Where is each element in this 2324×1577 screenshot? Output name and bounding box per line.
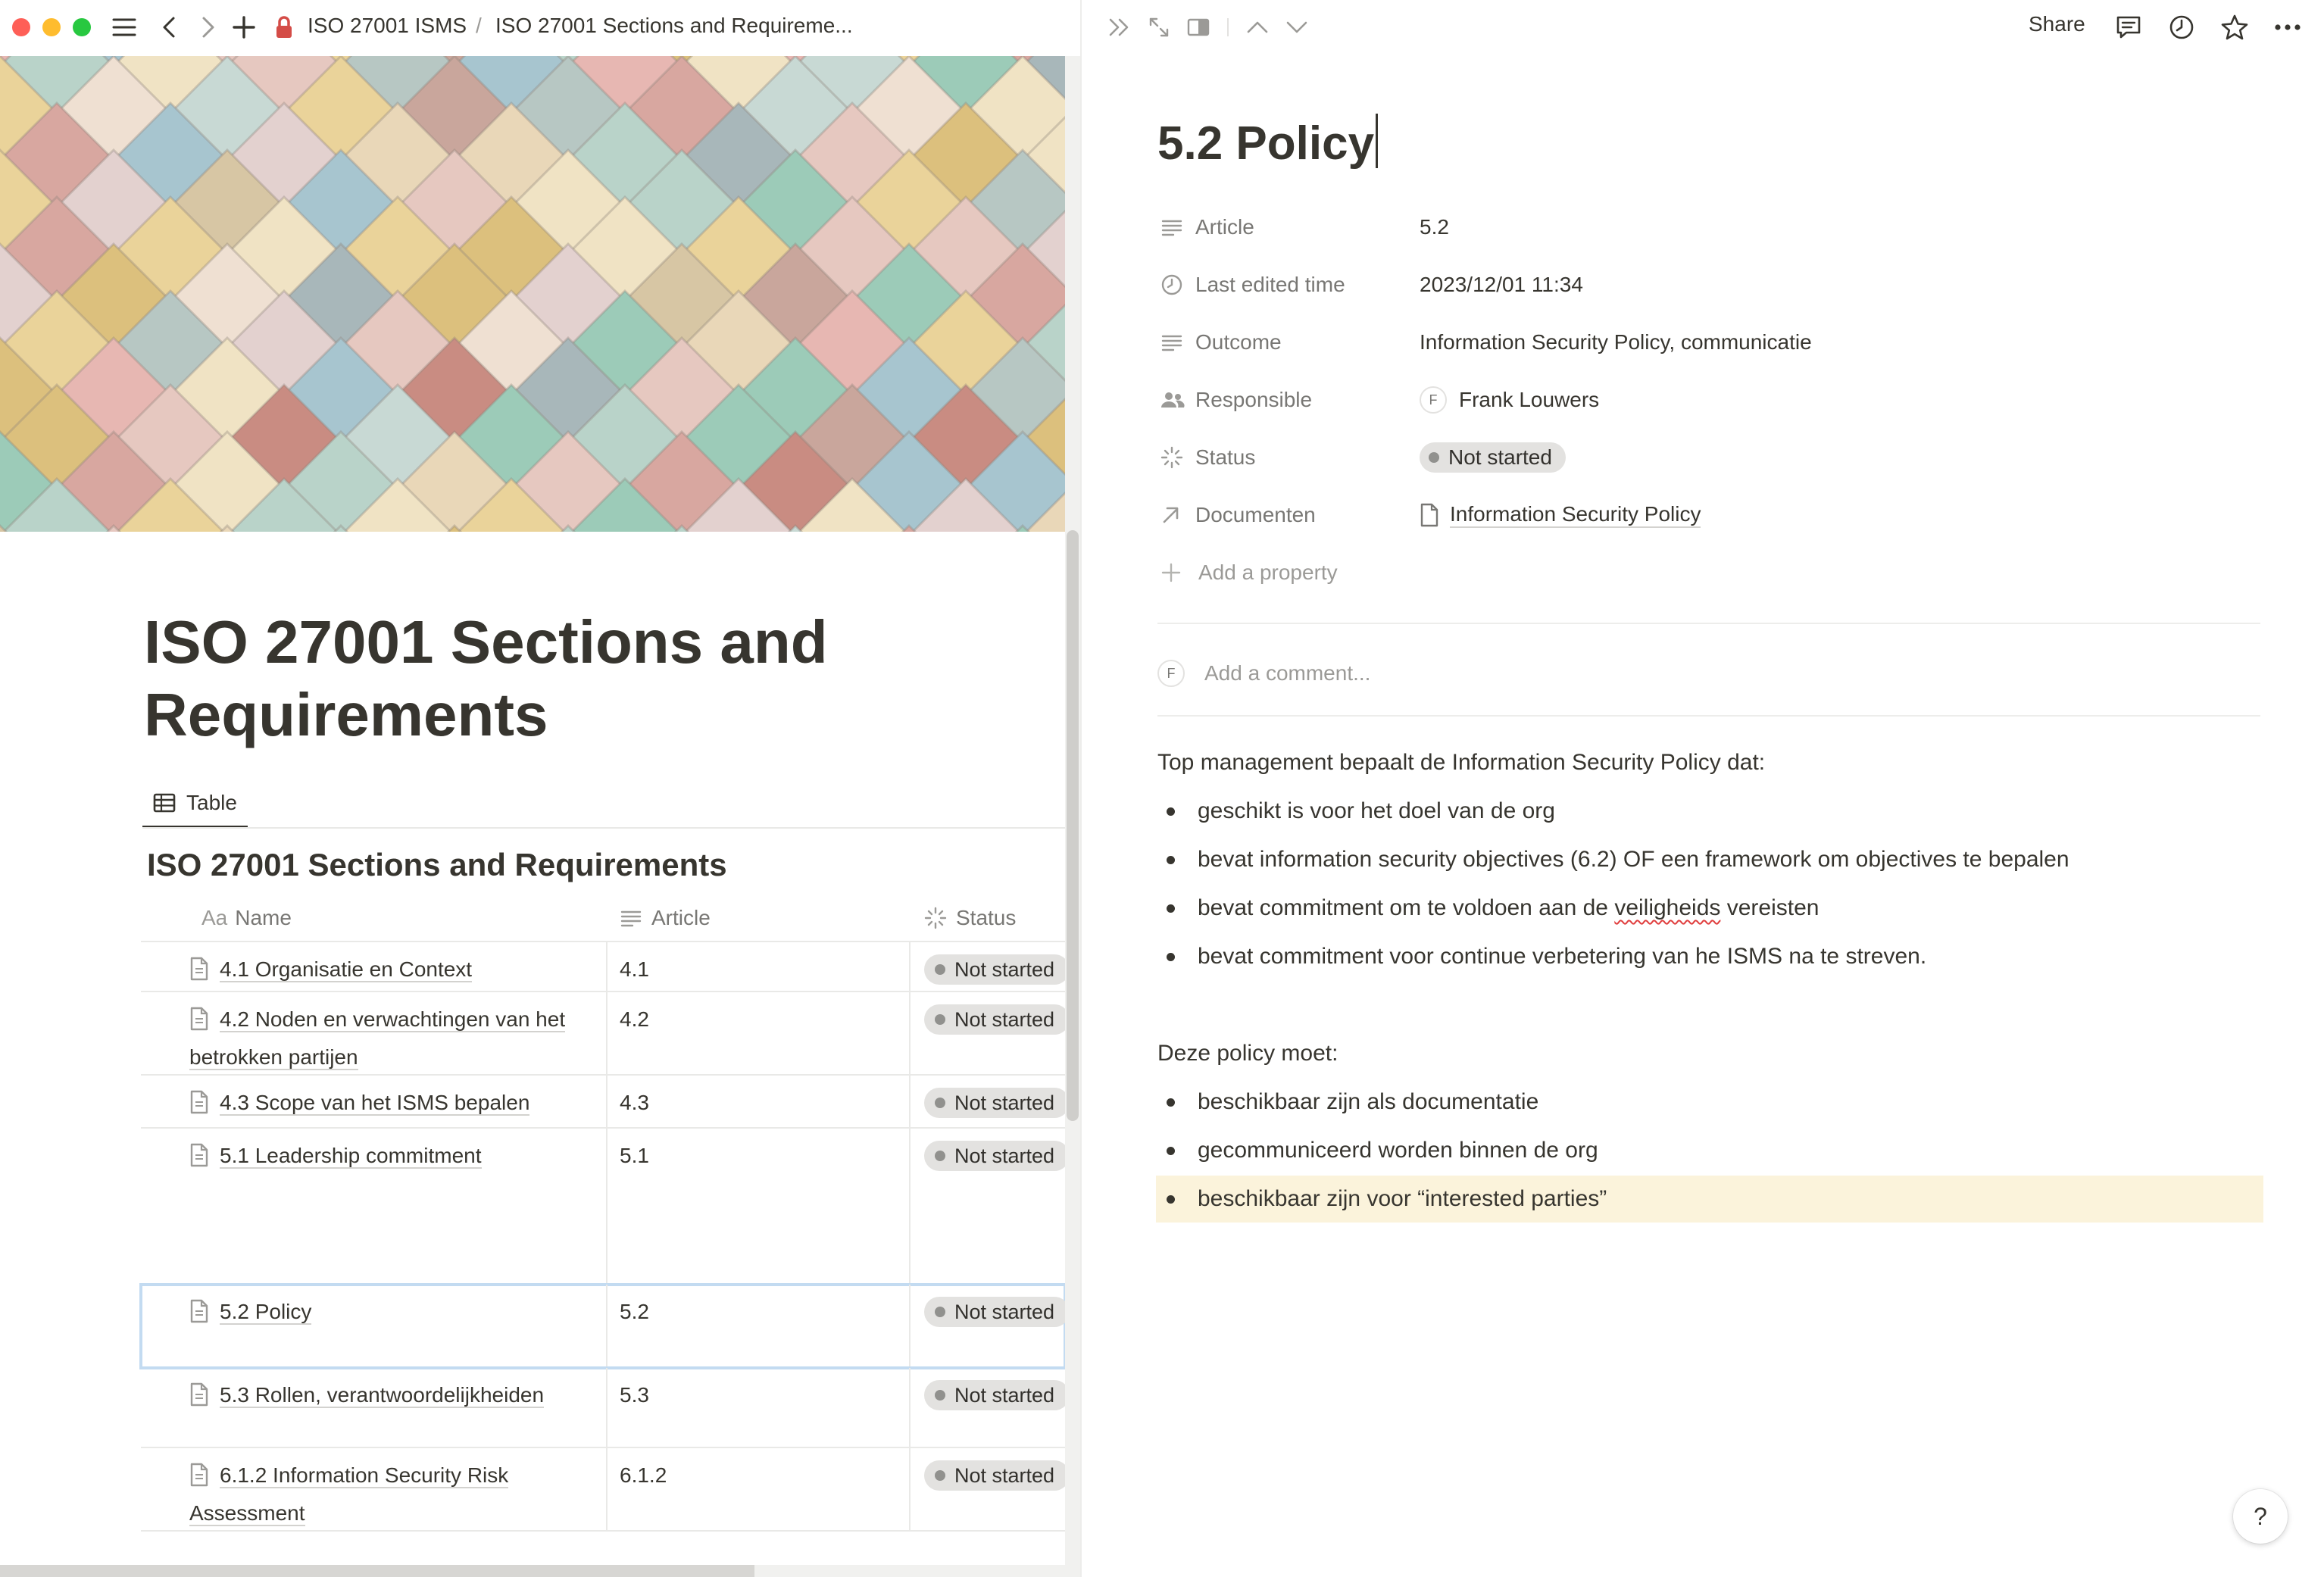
people-icon	[1160, 390, 1188, 410]
status-text: Not started	[954, 958, 1055, 981]
property-value[interactable]	[1420, 386, 1599, 414]
text-type-icon: Aa	[201, 906, 228, 929]
table-row[interactable]	[141, 1129, 1065, 1285]
breadcrumb-separator: /	[476, 14, 482, 37]
row-article-cell[interactable]: 4.2	[620, 1007, 649, 1031]
comment-input[interactable]	[1157, 653, 1370, 694]
sidebar-menu-icon[interactable]	[109, 11, 139, 44]
property-value[interactable]: 5.2	[1420, 215, 1449, 239]
table-icon	[153, 793, 176, 813]
status-loader-icon	[1160, 446, 1188, 469]
expand-full-page-icon[interactable]	[1145, 11, 1173, 44]
comments-icon[interactable]	[2113, 11, 2144, 44]
lock-icon	[273, 11, 295, 44]
list-item-text: gecommuniceerd worden binnen de org	[1198, 1138, 1598, 1163]
page-icon	[189, 957, 209, 991]
row-name-cell[interactable]	[189, 1003, 604, 1074]
list-item-text: geschikt is voor het doel van de org	[1198, 798, 1555, 823]
relation-arrow-icon	[1160, 504, 1188, 526]
column-header-status-label: Status	[956, 906, 1017, 929]
add-property-label: Add a property	[1198, 561, 1338, 584]
property-status[interactable]	[1160, 435, 2282, 480]
database-title[interactable]: ISO 27001 Sections and Requirements	[147, 847, 727, 882]
property-label: Status	[1195, 445, 1256, 469]
close-peek-double-chevron-icon[interactable]	[1104, 11, 1135, 44]
list-item[interactable]	[1156, 1079, 2263, 1126]
status-badge[interactable]	[924, 1460, 1070, 1491]
row-name-cell[interactable]	[206, 1295, 615, 1333]
text-lines-icon	[620, 909, 642, 927]
help-button[interactable]: ?	[2233, 1489, 2288, 1544]
page-icon	[1420, 503, 1439, 527]
horizontal-scrollbar-thumb[interactable]	[0, 1565, 754, 1577]
window-minimize-button[interactable]	[42, 18, 61, 36]
list-item-text: bevat commitment om te voldoen aan de veiligheids vereisten	[1198, 895, 1820, 920]
status-text: Not started	[954, 1144, 1055, 1167]
row-name-cell[interactable]	[206, 1139, 615, 1177]
status-text: Not started	[954, 1464, 1055, 1487]
row-name-text: 5.1 Leadership commitment	[220, 1144, 482, 1167]
divider	[1157, 623, 2260, 624]
list-item[interactable]	[1156, 1127, 2263, 1174]
property-last-edited-time[interactable]	[1160, 262, 2282, 308]
comment-placeholder: Add a comment...	[1204, 661, 1371, 685]
avatar: F	[1157, 660, 1185, 687]
database-table	[141, 894, 1065, 1532]
back-arrow-icon[interactable]	[158, 11, 180, 44]
row-article-cell[interactable]: 4.1	[620, 957, 649, 981]
status-badge[interactable]	[1420, 442, 1566, 473]
share-button[interactable]: Share	[2029, 12, 2085, 36]
list-item-highlighted[interactable]	[1156, 1176, 2263, 1223]
detail-title-text: 5.2 Policy	[1157, 117, 1375, 170]
property-value[interactable]	[1420, 442, 1566, 473]
table-row[interactable]	[141, 1368, 1065, 1448]
status-text: Not started	[1448, 445, 1552, 469]
property-label: Documenten	[1195, 503, 1316, 526]
divider	[1157, 715, 2260, 717]
table-row[interactable]	[141, 1076, 1065, 1129]
page-icon	[189, 1299, 209, 1333]
property-article[interactable]	[1160, 205, 2282, 250]
intro-paragraph[interactable]: Top management bepaalt de Information Security Policy dat:	[1157, 750, 1766, 775]
property-outcome[interactable]	[1160, 320, 2282, 365]
row-name-cell[interactable]	[206, 1086, 615, 1124]
column-header-article[interactable]	[620, 894, 711, 942]
page-title[interactable]: ISO 27001 Sections and Requirements	[144, 608, 828, 748]
cover-scales-pattern	[0, 56, 1065, 532]
page-icon	[189, 1382, 209, 1416]
more-options-icon[interactable]	[2272, 11, 2303, 44]
status-badge[interactable]	[924, 1088, 1070, 1118]
page-icon	[189, 1143, 209, 1177]
database-pane	[0, 0, 1080, 1577]
property-value: 2023/12/01 11:34	[1420, 273, 1583, 296]
status-text: Not started	[954, 1008, 1055, 1031]
row-name-text: 5.2 Policy	[220, 1300, 312, 1323]
property-documenten[interactable]	[1160, 492, 2282, 538]
cover-image	[0, 56, 1065, 532]
status-text: Not started	[954, 1384, 1055, 1407]
status-loader-icon	[924, 907, 947, 929]
property-label: Last edited time	[1195, 273, 1345, 296]
property-label: Responsible	[1195, 388, 1313, 411]
row-name-text: 6.1.2 Information Security Risk Assessment	[189, 1463, 509, 1525]
row-article-cell[interactable]: 5.1	[620, 1144, 649, 1167]
list-item-text: beschikbaar zijn voor “interested parties”	[1198, 1186, 1607, 1211]
list-item[interactable]	[1156, 836, 2263, 883]
add-property-button[interactable]	[1160, 550, 2282, 595]
new-page-plus-icon[interactable]	[230, 11, 258, 44]
table-row[interactable]	[141, 1448, 1065, 1532]
row-name-cell[interactable]	[206, 953, 615, 991]
side-peek-layout-icon[interactable]	[1185, 11, 1212, 44]
column-header-status[interactable]	[924, 894, 1016, 942]
linked-document[interactable]: Information Security Policy	[1450, 502, 1701, 528]
detail-page-title[interactable]	[1157, 114, 1378, 170]
top-bar	[0, 0, 1080, 56]
row-name-text: 4.2 Noden en verwachtingen van het betrokken partijen	[189, 1007, 566, 1069]
forward-arrow-icon[interactable]	[197, 11, 220, 44]
breadcrumb-current-page[interactable]: ISO 27001 Sections and Requireme...	[495, 14, 853, 37]
list-item[interactable]	[1156, 885, 2263, 932]
responsible-person-name: Frank Louwers	[1459, 388, 1600, 411]
property-value[interactable]: Information Security Policy, communicatie	[1420, 330, 1812, 354]
breadcrumb-workspace[interactable]: ISO 27001 ISMS	[308, 14, 467, 37]
list-item-text: bevat information security objectives (6.2) OF een framework om objectives te bepalen	[1198, 847, 2069, 872]
property-label: Outcome	[1195, 330, 1282, 354]
status-badge[interactable]	[924, 1297, 1070, 1327]
avatar: F	[1420, 386, 1447, 414]
page-icon	[189, 1007, 209, 1041]
status-text: Not started	[954, 1091, 1055, 1114]
status-badge[interactable]	[924, 1380, 1070, 1410]
list-item-text: bevat commitment voor continue verbetering van he ISMS na te streven.	[1198, 944, 1927, 969]
property-label: Article	[1195, 215, 1254, 239]
property-value[interactable]	[1420, 502, 1701, 528]
text-cursor	[1376, 114, 1378, 168]
status-text: Not started	[954, 1301, 1055, 1323]
list-item-text: beschikbaar zijn als documentatie	[1198, 1089, 1539, 1114]
row-name-cell[interactable]	[206, 1379, 615, 1416]
column-header-name-label: Name	[235, 906, 292, 929]
list-item[interactable]	[1156, 933, 2263, 980]
page-peek-pane	[1080, 0, 2324, 1577]
row-article-cell[interactable]: 5.2	[620, 1300, 649, 1323]
window-close-button[interactable]	[12, 18, 30, 36]
row-name-text: 5.3 Rollen, verantwoordelijkheiden	[220, 1383, 545, 1407]
toolbar-divider	[1227, 18, 1229, 36]
row-name-cell[interactable]	[189, 1459, 604, 1530]
text-lines-icon	[1160, 218, 1188, 236]
row-article-cell[interactable]: 4.3	[620, 1091, 649, 1114]
text-lines-icon	[1160, 333, 1188, 351]
previous-page-up-icon[interactable]	[1244, 11, 1271, 44]
history-clock-icon[interactable]	[2166, 11, 2197, 44]
list-item[interactable]	[1156, 788, 2263, 835]
table-row-selected[interactable]	[141, 1285, 1065, 1368]
column-header-article-label: Article	[651, 906, 711, 929]
status-badge[interactable]	[924, 1004, 1070, 1035]
clock-icon	[1160, 273, 1188, 296]
page-icon	[189, 1463, 209, 1497]
window-zoom-button[interactable]	[73, 18, 91, 36]
tab-table-view[interactable]	[142, 780, 248, 829]
table-row[interactable]	[141, 942, 1065, 992]
row-name-text: 4.1 Organisatie en Context	[220, 957, 473, 981]
status-badge[interactable]	[924, 1141, 1070, 1171]
table-header	[141, 894, 1065, 942]
tab-divider	[142, 827, 1067, 829]
table-row[interactable]	[141, 992, 1065, 1076]
page-icon	[189, 1090, 209, 1124]
policy-heading-paragraph[interactable]: Deze policy moet:	[1157, 1041, 1338, 1066]
row-article-cell[interactable]: 6.1.2	[620, 1463, 667, 1487]
spellcheck-underlined-word: veiligheids	[1614, 895, 1721, 920]
favorite-star-icon[interactable]	[2219, 11, 2250, 44]
tab-table-label: Table	[186, 791, 237, 814]
column-header-name[interactable]	[201, 894, 292, 942]
next-page-down-icon[interactable]	[1283, 11, 1310, 44]
plus-icon	[1160, 562, 1188, 583]
property-responsible[interactable]	[1160, 377, 2282, 423]
status-badge[interactable]	[924, 954, 1070, 985]
vertical-scrollbar-thumb[interactable]	[1067, 530, 1079, 1121]
row-name-text: 4.3 Scope van het ISMS bepalen	[220, 1091, 530, 1114]
row-article-cell[interactable]: 5.3	[620, 1383, 649, 1407]
